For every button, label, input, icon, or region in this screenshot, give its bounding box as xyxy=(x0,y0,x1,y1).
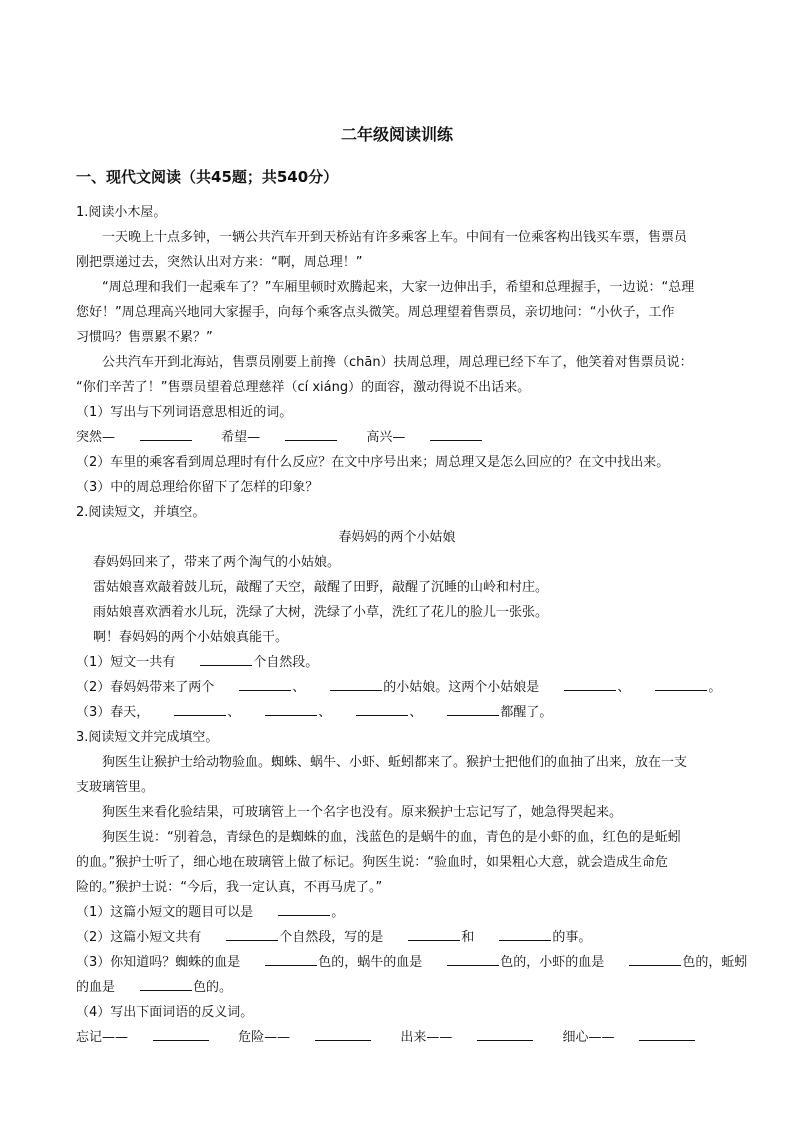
answer-blank[interactable] xyxy=(140,976,192,991)
passage-1-para-1-line-1: 一天晚上十点多钟，一辆公共汽车开到天桥站有许多乘客上车。中间有一位乘客构出钱买车票，售票员 xyxy=(102,230,688,245)
answer-blank[interactable] xyxy=(655,676,707,691)
prompt-text: 的事。 xyxy=(552,930,592,945)
antonym-item xyxy=(400,1030,534,1045)
answer-blank[interactable] xyxy=(285,426,337,441)
q3-antonym-row xyxy=(76,1025,718,1050)
passage-1-para-2-line-1: “周总理和我们一起乘车了？”车厢里顿时欢腾起来，大家一边伸出手，希望和总理握手，一边说：“总理 xyxy=(102,280,695,295)
prompt-text: （2）春妈妈带来了两个 xyxy=(76,680,215,695)
prompt-text: 都醒了。 xyxy=(500,705,553,720)
q2-sub-3 xyxy=(76,700,718,725)
answer-blank[interactable] xyxy=(639,1026,695,1041)
passage-1-para-2-line-3: 习惯吗？售票累不累？” xyxy=(76,330,213,345)
answer-blank[interactable] xyxy=(174,701,226,716)
prompt-text: 的血是 xyxy=(76,980,116,995)
passage-2-line-4: 啊！春妈妈的两个小姑娘真能干。 xyxy=(93,630,289,645)
prompt-text: 。 xyxy=(708,680,722,695)
prompt-text: 和 xyxy=(461,930,475,945)
q2-sub-2 xyxy=(76,675,722,700)
q3-sub-1 xyxy=(76,900,718,925)
q3-sub-4: （4）写出下面词语的反义词。 xyxy=(76,1005,254,1020)
prompt-text: （1）短文一共有 xyxy=(76,655,176,670)
q2-sub-1 xyxy=(76,650,718,675)
passage-1-para-1-line-2: 刚把票递过去，突然认出对方来：“啊，周总理！” xyxy=(76,255,363,270)
answer-blank[interactable] xyxy=(430,426,482,441)
passage-3-para-2: 狗医生来看化验结果，可玻璃管上一个名字也没有。原来猴护士忘记写了，她急得哭起来。 xyxy=(102,805,623,820)
passage-3-para-3-line-2: 的血。”猴护士听了，细心地在玻璃管上做了标记。狗医生说：“验血时，如果粗心大意，就会造成生命危 xyxy=(76,855,668,870)
passage-2-line-1: 春妈妈回来了，带来了两个淘气的小姑娘。 xyxy=(93,555,341,570)
passage-2-line-3: 雨姑娘喜欢洒着水儿玩，洗绿了大树，洗绿了小草，洗红了花儿的脸儿一张张。 xyxy=(93,605,549,620)
prompt-text: 、 xyxy=(292,680,306,695)
prompt-text: 色的，小虾的血是 xyxy=(500,955,605,970)
prompt-text: 色的，蜗牛的血是 xyxy=(318,955,423,970)
prompt-text: （3）春天， xyxy=(76,705,150,720)
prompt-text: 、 xyxy=(318,705,332,720)
answer-blank[interactable] xyxy=(447,951,499,966)
passage-3-para-1-line-2: 支玻璃管里。 xyxy=(76,780,155,795)
q3-sub-2 xyxy=(76,925,718,950)
answer-blank[interactable] xyxy=(499,926,551,941)
passage-2-title: 春妈妈的两个小姑娘 xyxy=(338,530,456,545)
answer-blank[interactable] xyxy=(200,651,252,666)
word-label: 危险—— xyxy=(238,1030,291,1045)
passage-3-para-1-line-1: 狗医生让猴护士给动物验血。蜘蛛、蜗牛、小虾、蚯蚓都来了。猴护士把他们的血抽了出来，放在一支 xyxy=(102,755,688,770)
q3-sub-3-line-1 xyxy=(76,950,748,975)
q3-sub-3-line-2 xyxy=(76,975,718,1000)
word-label: 出来—— xyxy=(400,1030,453,1045)
antonym-item xyxy=(238,1030,372,1045)
questions-body xyxy=(76,200,748,1050)
antonym-item xyxy=(76,1030,210,1045)
prompt-text: 的小姑娘。这两个小姑娘是 xyxy=(383,680,540,695)
q1-sub-1: （1）写出与下列词语意思相近的词。 xyxy=(76,405,293,420)
answer-blank[interactable] xyxy=(140,426,192,441)
passage-1-para-3-line-1: 公共汽车开到北海站，售票员刚要上前搀（chān）扶周总理，周总理已经下车了，他笑着对售票员说： xyxy=(102,355,693,370)
answer-blank[interactable] xyxy=(447,701,499,716)
answer-blank[interactable] xyxy=(239,676,291,691)
prompt-text: 个自然段。 xyxy=(253,655,319,670)
prompt-text: 。 xyxy=(331,905,345,920)
passage-1-para-3-line-2: “你们辛苦了！”售票员望着总理慈祥（cí xiáng）的面容，激动得说不出话来。 xyxy=(76,380,531,395)
question-2-title: 2.阅读短文，并填空。 xyxy=(76,505,206,520)
prompt-text: 、 xyxy=(617,680,631,695)
prompt-text: 色的，蚯蚓 xyxy=(682,955,748,970)
synonym-item xyxy=(221,430,338,445)
prompt-text: 个自然段，写的是 xyxy=(279,930,384,945)
answer-blank[interactable] xyxy=(265,701,317,716)
word-label: 突然— xyxy=(76,430,116,445)
question-1-title: 1.阅读小木屋。 xyxy=(76,205,167,220)
prompt-text: （2）这篇小短文共有 xyxy=(76,930,202,945)
prompt-text: 、 xyxy=(409,705,423,720)
synonym-item xyxy=(76,430,193,445)
answer-blank[interactable] xyxy=(330,676,382,691)
answer-blank[interactable] xyxy=(629,951,681,966)
passage-2-line-2: 雷姑娘喜欢敲着鼓儿玩，敲醒了天空，敲醒了田野，敲醒了沉睡的山岭和村庄。 xyxy=(93,580,549,595)
prompt-text: （1）这篇小短文的题目可以是 xyxy=(76,905,254,920)
answer-blank[interactable] xyxy=(278,901,330,916)
word-label: 细心—— xyxy=(562,1030,615,1045)
passage-3-para-3-line-1: 狗医生说：“别着急，青绿色的是蜘蛛的血，浅蓝色的是蜗牛的血，青色的是小虾的血，红色的是蚯蚓 xyxy=(102,830,681,845)
answer-blank[interactable] xyxy=(564,676,616,691)
word-label: 希望— xyxy=(221,430,261,445)
answer-blank[interactable] xyxy=(315,1026,371,1041)
document-title: 二年级阅读训练 xyxy=(340,125,453,144)
answer-blank[interactable] xyxy=(356,701,408,716)
q1-synonym-row xyxy=(76,425,718,450)
answer-blank[interactable] xyxy=(226,926,278,941)
question-3-title: 3.阅读短文并完成填空。 xyxy=(76,730,219,745)
answer-blank[interactable] xyxy=(408,926,460,941)
word-label: 高兴— xyxy=(366,430,406,445)
antonym-item xyxy=(562,1030,696,1045)
answer-blank[interactable] xyxy=(265,951,317,966)
passage-1-para-2-line-2: 您好！”周总理高兴地同大家握手，向每个乘客点头微笑。周总理望着售票员，亲切地问：“小伙子，工作 xyxy=(76,305,675,320)
prompt-text: 、 xyxy=(227,705,241,720)
word-label: 忘记—— xyxy=(76,1030,129,1045)
prompt-text: 色的。 xyxy=(193,980,233,995)
synonym-item xyxy=(366,430,483,445)
passage-3-para-3-line-3: 险的。”猴护士说：“今后，我一定认真，不再马虎了。” xyxy=(76,880,383,895)
answer-blank[interactable] xyxy=(153,1026,209,1041)
q1-sub-2: （2）车里的乘客看到周总理时有什么反应？在文中序号出来；周总理又是怎么回应的？在文中找出来。 xyxy=(76,455,670,470)
section-heading: 一、现代文阅读（共45题；共540分） xyxy=(76,168,339,186)
prompt-text: （3）你知道吗？蜘蛛的血是 xyxy=(76,955,241,970)
answer-blank[interactable] xyxy=(477,1026,533,1041)
q1-sub-3: （3）中的周总理给你留下了怎样的印象？ xyxy=(76,480,319,495)
